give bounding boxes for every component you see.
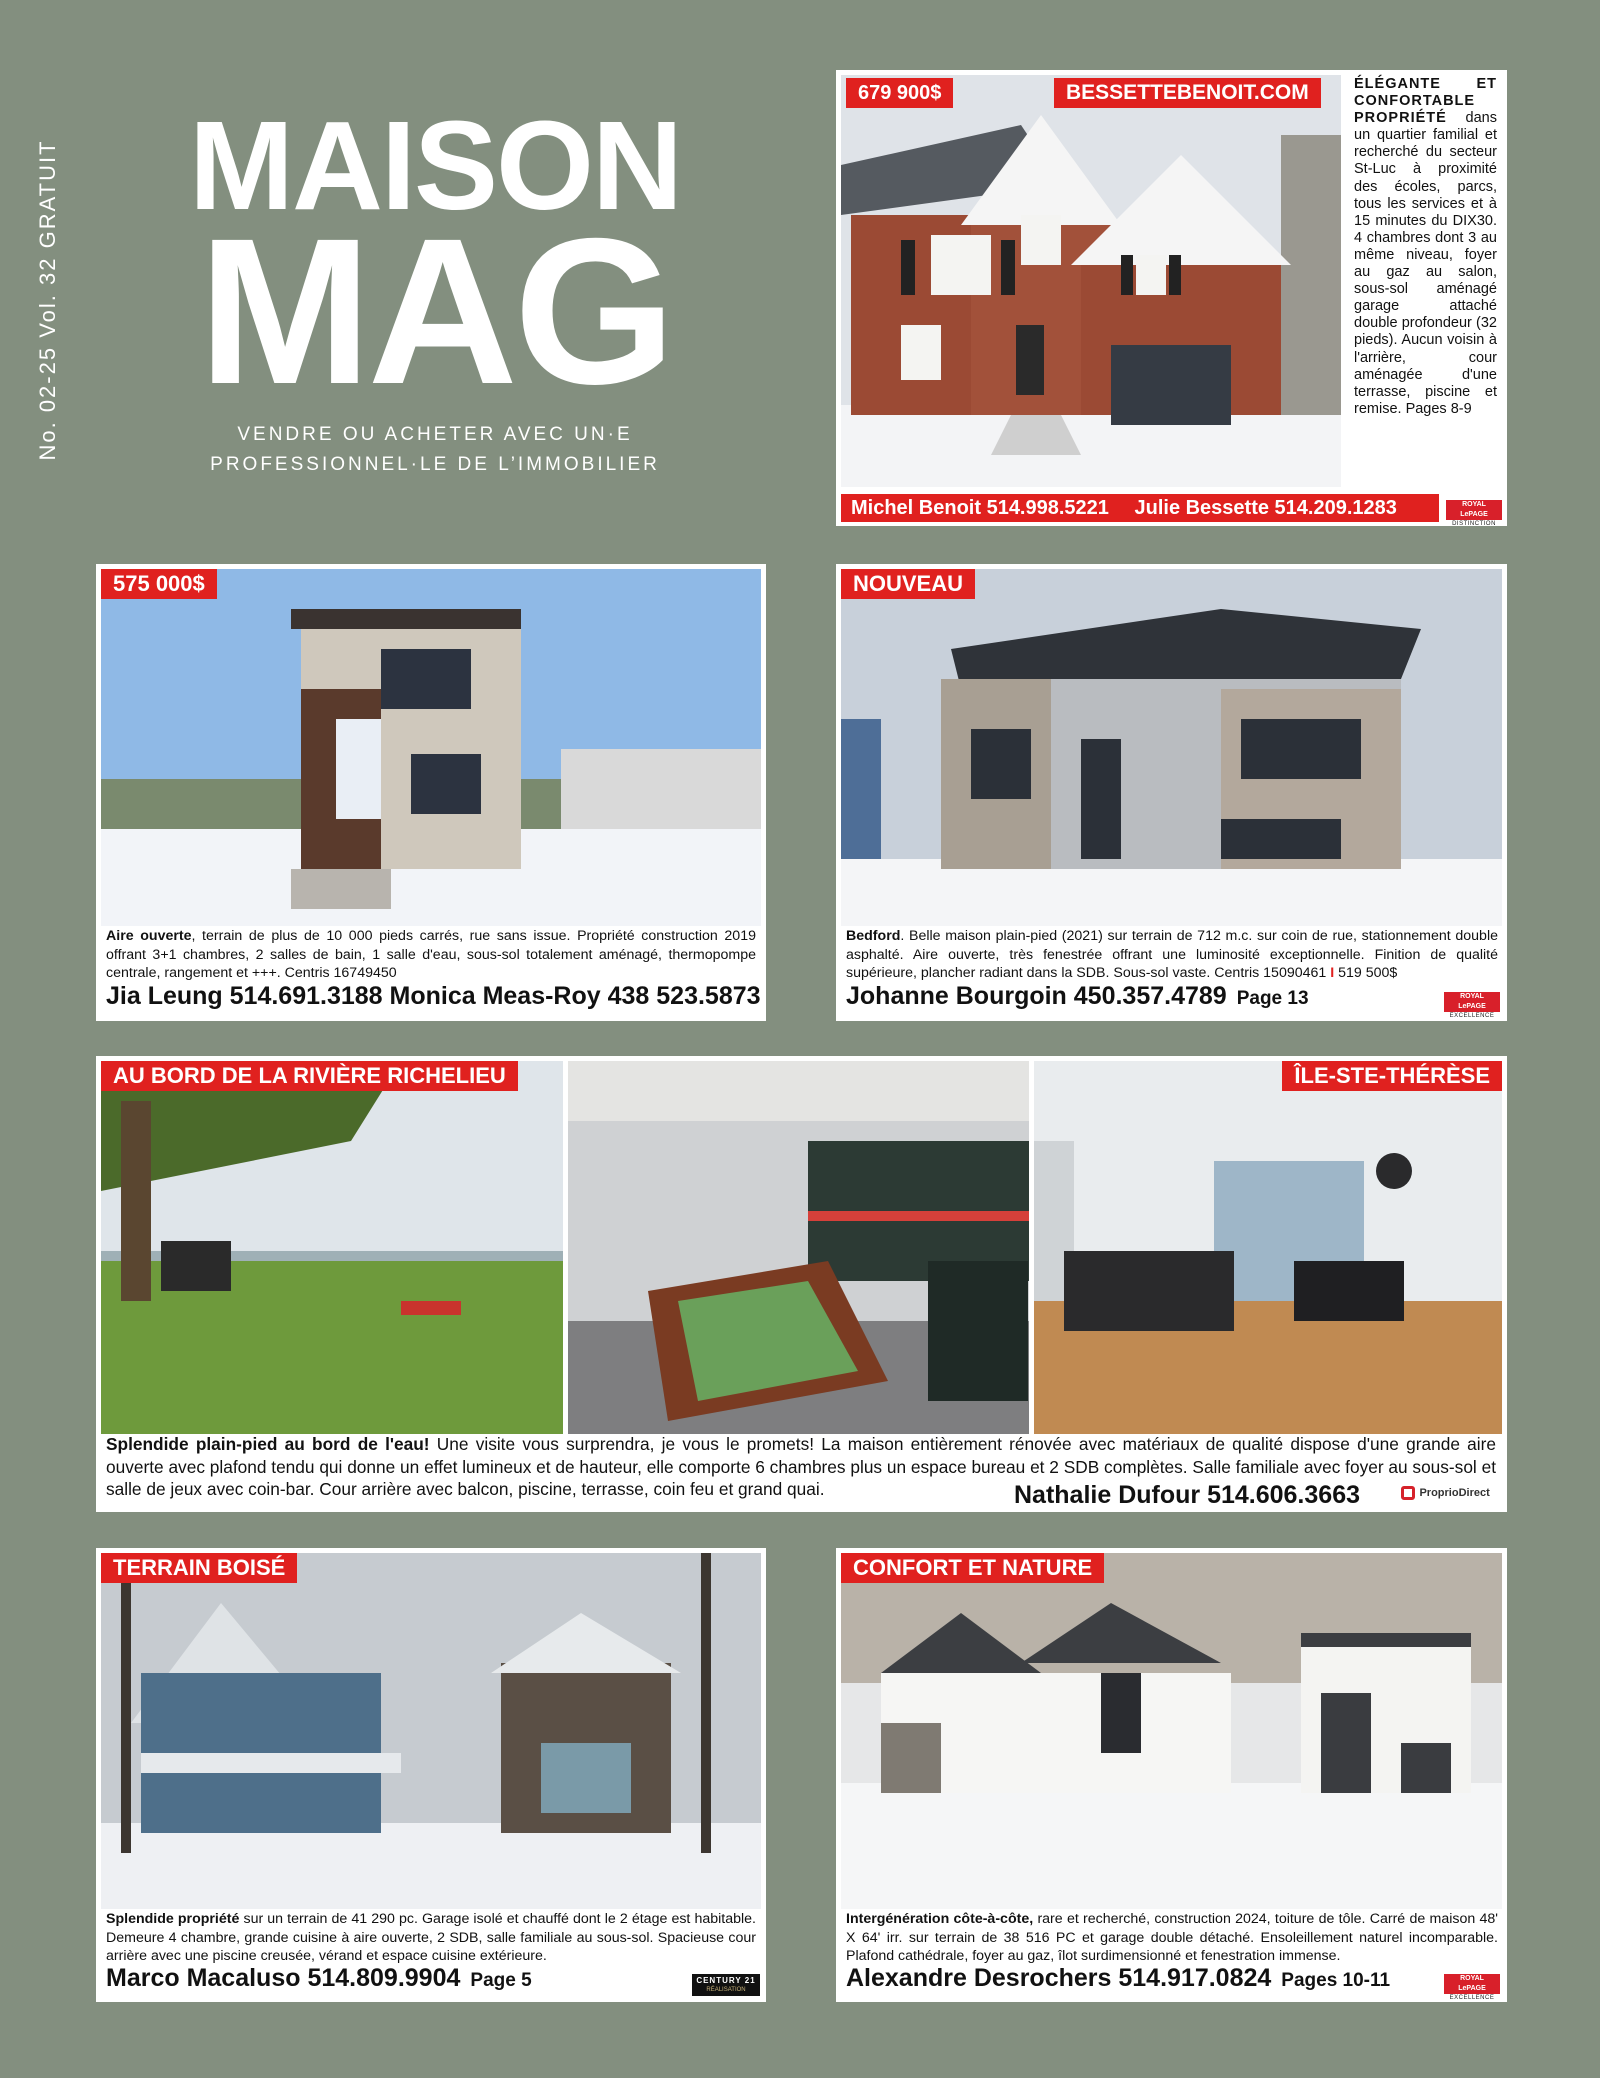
listing-lead: Aire ouverte — [106, 928, 192, 944]
listing-text: Une visite vous surprendra, je vous le promets! La maison entièrement rénovée avec matériaux de qualité dispose d'une grande aire ouverte avec plafond tendu qui donne un effet lumineux et de hauteur, elle comporte 6 chambres plus un espace bureau et 2 SDB complètes. Salle familiale avec foyer au sous-sol et salle de jeux avec coin-bar. Cour arrière avec balcon, piscine, terrasse, coin feu et grand quai. — [106, 1434, 1496, 1499]
agent-names: Jia Leung 514.691.3188 Monica Meas-Roy 438 523.5873 — [106, 982, 761, 1010]
house-photo-modern — [101, 569, 761, 926]
logo-brand: CENTURY 21 — [696, 1976, 756, 1985]
logo-sub: EXCELLENCE — [1449, 1013, 1495, 1019]
agent-names: Marco Macaluso 514.809.9904 — [106, 1964, 461, 1992]
page-reference: Page 13 — [1236, 988, 1309, 1009]
agent-line — [106, 1964, 532, 1993]
page-reference: Pages 10-11 — [1281, 1970, 1391, 1991]
masthead-tagline — [180, 420, 690, 480]
royal-lepage-logo — [1444, 1974, 1500, 2002]
price-badge: 575 000$ — [101, 569, 217, 599]
photo-game-room — [568, 1061, 1029, 1434]
house-photo-wooded — [101, 1553, 761, 1909]
listing-text: dans un quartier familial et recherché du secteur St-Luc à proximité des écoles, parcs, tous les services et à 15 minutes du DIX30. 4 chambres dont 3 au même niveau, foyer au gaz au salon, sous-sol aménagé garage attaché double profondeur (32 pieds). Aucun voisin à l'arrière, cour aménagée d'une terrasse, piscine et remise. Pages 8-9 — [1354, 110, 1497, 417]
location-badge-ile-ste-therese: ÎLE-STE-THÉRÈSE — [1282, 1061, 1502, 1091]
new-badge: NOUVEAU — [841, 569, 975, 599]
listing-lead: Splendide plain-pied au bord de l'eau! — [106, 1434, 430, 1454]
photo-living-room — [1034, 1061, 1502, 1434]
listing-lead: Splendide propriété — [106, 1911, 240, 1927]
listing-aire-ouverte[interactable] — [96, 564, 766, 1021]
listing-bedford[interactable] — [836, 564, 1507, 1021]
price-badge: 679 900$ — [846, 78, 953, 108]
agent-michel-benoit: Michel Benoit 514.998.5221 — [851, 497, 1109, 519]
house-photo-brick — [841, 75, 1341, 487]
location-badge-richelieu: AU BORD DE LA RIVIÈRE RICHELIEU — [101, 1061, 518, 1091]
listing-lead: Intergénération côte-à-côte, — [846, 1911, 1034, 1927]
listing-st-luc[interactable] — [836, 70, 1507, 526]
royal-lepage-logo — [1446, 500, 1502, 528]
agent-bar — [841, 494, 1439, 522]
house-photo-white-farmhouse — [841, 1553, 1502, 1909]
royal-lepage-logo — [1444, 992, 1500, 1020]
propriodirect-logo — [1401, 1484, 1501, 1502]
tagline-line-1: VENDRE OU ACHETER AVEC UN·E — [237, 424, 633, 445]
price-separator: I — [1330, 965, 1335, 981]
century21-logo — [692, 1974, 760, 1996]
propriodirect-icon — [1401, 1486, 1415, 1500]
nature-badge: CONFORT ET NATURE — [841, 1553, 1104, 1583]
listing-text: rare et recherché, construction 2024, toiture de tôle. Carré de maison 48' X 64' irr. sur terrain de 38 516 PC et garage double détaché. Ensoleillement naturel incomparable. Plafond cathédrale, foyer au gaz, îlot surdimensionné et fenestration immense. — [846, 1911, 1498, 1964]
listing-lead: Bedford — [846, 928, 901, 944]
listing-description — [106, 927, 756, 983]
listing-confort-nature[interactable] — [836, 1548, 1507, 2002]
listing-riviere-richelieu[interactable] — [96, 1056, 1507, 1512]
tagline-line-2: PROFESSIONNEL·LE DE L’IMMOBILIER — [210, 454, 660, 475]
website-badge[interactable]: BESSETTEBENOIT.COM — [1054, 78, 1321, 108]
issue-info — [28, 100, 68, 500]
logo-sub: EXCELLENCE — [1449, 1995, 1495, 2001]
logo-sub: DISTINCTION — [1452, 521, 1496, 527]
listing-description — [846, 1910, 1498, 1966]
masthead-title — [180, 95, 690, 428]
agent-names: Alexandre Desrochers 514.917.0824 — [846, 1964, 1272, 1992]
issue-text: No. 02-25 Vol. 32 GRATUIT — [35, 139, 60, 461]
listing-price: 519 500$ — [1334, 965, 1398, 981]
listing-text: sur un terrain de 41 290 pc. Garage isolé et chauffé dont le 2 étage est habitable. Demeure 4 chambre, grande cuisine à aire ouverte, 2 SDB, salle familiale au sous-sol. Spacieuse cour arrière avec une piscine creusée, vérand et espace cuisine extérieure. — [106, 1911, 756, 1964]
listing-heading: ÉLÉGANTE ET CONFORTABLE PROPRIÉTÉ — [1354, 76, 1497, 127]
page-reference: Page 5 — [470, 1970, 532, 1991]
agent-names: Nathalie Dufour 514.606.3663 — [1014, 1481, 1360, 1509]
agent-names: Johanne Bourgoin 450.357.4789 — [846, 982, 1227, 1010]
agent-line — [846, 1964, 1390, 1993]
masthead-word-maison: MAISON — [189, 95, 681, 236]
logo-brand: ROYAL LePAGE — [1444, 992, 1500, 1012]
listing-text: . Belle maison plain-pied (2021) sur terrain de 712 m.c. sur coin de rue, stationnement double asphalté. Aire ouverte, très fenestrée offrant une luminosité exceptionnelle. Finition de qualité supérieure, plancher radiant dans la SDB. Sous-sol vaste. Centris 15090461 — [846, 928, 1498, 981]
listing-description — [106, 1910, 756, 1966]
photo-riverside-yard — [101, 1061, 563, 1434]
logo-brand: ROYAL LePAGE — [1446, 500, 1502, 520]
agent-line — [846, 982, 1309, 1011]
house-photo-stone — [841, 569, 1502, 926]
masthead-word-mag: MAG — [198, 196, 672, 428]
logo-sub: RÉALISATION — [706, 1987, 746, 1993]
listing-description — [1354, 76, 1497, 418]
logo-brand: ProprioDirect — [1419, 1486, 1490, 1499]
listing-text: , terrain de plus de 10 000 pieds carrés, rue sans issue. Propriété construction 2019 offrant 3+1 chambres, 2 salles de bain, 1 salle d'eau, sous-sol totalement aménagé, thermopompe centrale, rangement et +++. Centris 16749450 — [106, 928, 756, 981]
listing-description — [846, 927, 1498, 983]
logo-brand: ROYAL LePAGE — [1444, 1974, 1500, 1994]
listing-terrain-boise[interactable] — [96, 1548, 766, 2002]
terrain-badge: TERRAIN BOISÉ — [101, 1553, 297, 1583]
agent-julie-bessette: Julie Bessette 514.209.1283 — [1134, 497, 1397, 519]
